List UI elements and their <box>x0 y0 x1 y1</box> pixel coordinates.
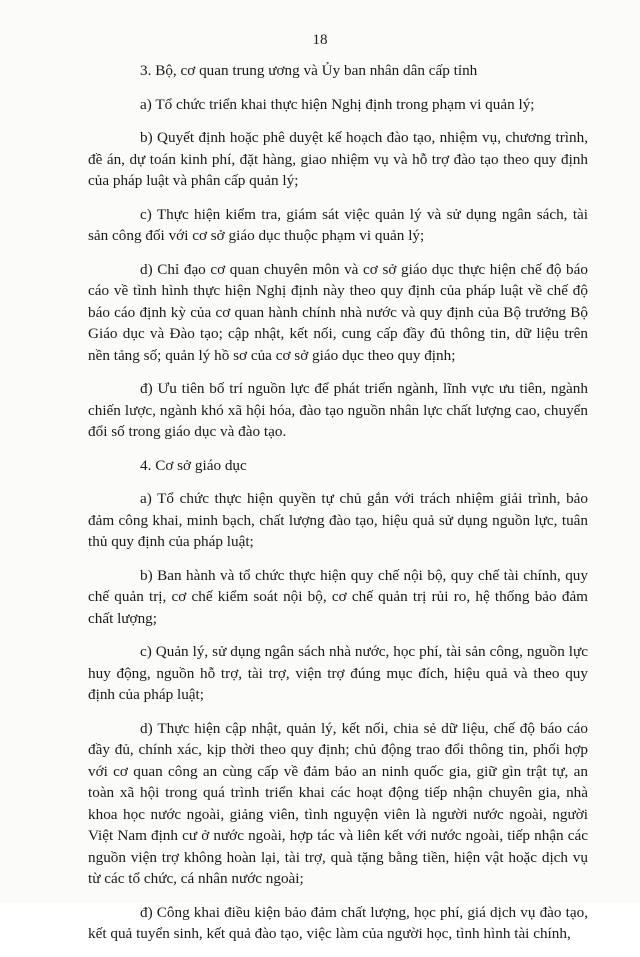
document-body <box>88 60 588 957</box>
section-heading-3: 3. Bộ, cơ quan trung ương và Ủy ban nhân dân cấp tỉnh <box>140 62 478 79</box>
page-number: 18 <box>312 32 328 48</box>
paragraph-3b: b) Quyết định hoặc phê duyệt kế hoạch đào tạo, nhiệm vụ, chương trình, đề án, dự toán kinh phí, đặt hàng, giao nhiệm vụ và hỗ trợ đào tạo theo quy định của pháp luật và phân cấp quản lý; <box>88 129 588 189</box>
paragraph-4dd: đ) Công khai điều kiện bảo đảm chất lượng, học phí, giá dịch vụ đào tạo, kết quả tuyển sinh, kết quả đào tạo, việc làm của người học, tình hình tài chính, <box>88 903 588 942</box>
paragraph-3a: a) Tổ chức triển khai thực hiện Nghị định trong phạm vi quản lý; <box>140 95 535 113</box>
paragraph-4b: b) Ban hành và tổ chức thực hiện quy chế nội bộ, quy chế tài chính, quy chế quản trị, cơ chế kiểm soát nội bộ, cơ chế quản trị rủi ro, hệ thống bảo đảm chất lượng; <box>88 566 588 627</box>
paragraph-4c: c) Quản lý, sử dụng ngân sách nhà nước, học phí, tài sản công, nguồn lực huy động, nguồn hỗ trợ, tài trợ, viện trợ đúng mục đích, hiệu quả và theo quy định của pháp luật; <box>88 643 588 703</box>
paragraph-4d: d) Thực hiện cập nhật, quản lý, kết nối, chia sẻ dữ liệu, chế độ báo cáo đầy đủ, chính xác, kịp thời theo quy định; chủ động trao đổi thông tin, phối hợp với cơ quan công an cùng cấp về đảm bảo an ninh quốc gia, giữ gìn trật tự, an toàn xã hội trong quá trình triển khai các hoạt động tiếp nhận chuyên gia, nhà khoa học nước ngoài, giảng viên, tình nguyện viên là người nước ngoài, người Việt Nam định cư ở nước ngoài, hợp tác và liên kết với nước ngoài, tiếp nhận các nguồn viện trợ không hoàn lại, tài trợ, quà tặng bằng tiền, hiện vật hoặc dịch vụ từ các tổ chức, cá nhân nước ngoài; <box>88 719 588 887</box>
paragraph-3d: d) Chỉ đạo cơ quan chuyên môn và cơ sở giáo dục thực hiện chế độ báo cáo về tình hình thực hiện Nghị định này theo quy định của pháp luật về chế độ báo cáo định kỳ của cơ quan hành chính nhà nước và quy định của Bộ trưởng Bộ Giáo dục và Đào tạo; cập nhật, kết nối, cung cấp đầy đủ thông tin, dữ liệu trên nền tảng số; quản lý hồ sơ của cơ sở giáo dục theo quy định; <box>88 260 588 364</box>
paragraph-3dd: đ) Ưu tiên bố trí nguồn lực để phát triển ngành, lĩnh vực ưu tiên, ngành chiến lược, ngành khó xã hội hóa, đào tạo nguồn nhân lực chất lượng cao, chuyển đổi số trong giáo dục và đào tạo. <box>88 380 588 440</box>
paragraph-4a: a) Tổ chức thực hiện quyền tự chủ gắn với trách nhiệm giải trình, bảo đảm công khai, minh bạch, chất lượng đào tạo, hiệu quả sử dụng nguồn lực, tuân thủ quy định của pháp luật; <box>88 490 588 550</box>
section-heading-4: 4. Cơ sở giáo dục <box>140 456 247 474</box>
paragraph-3c: c) Thực hiện kiểm tra, giám sát việc quản lý và sử dụng ngân sách, tài sản công đối với cơ sở giáo dục thuộc phạm vi quản lý; <box>88 205 588 244</box>
